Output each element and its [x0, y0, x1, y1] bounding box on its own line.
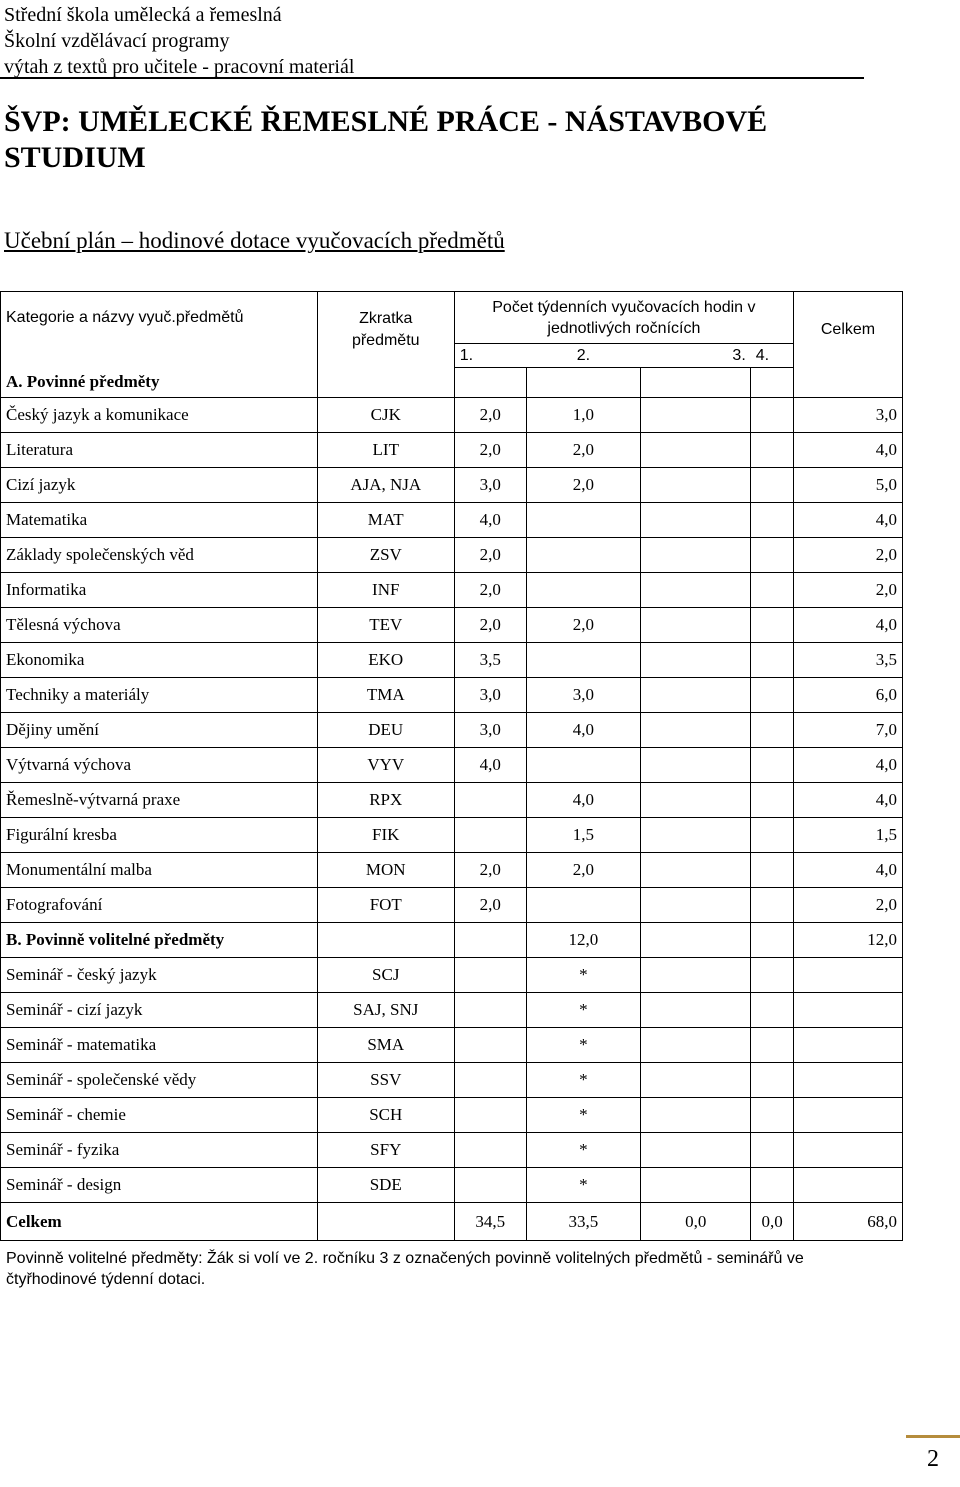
hours-year-3: [641, 433, 751, 468]
subject-abbr: DEU: [317, 713, 454, 748]
elective-name: Seminář - matematika: [1, 1028, 318, 1063]
school-name: Střední škola umělecká a řemeslná: [4, 4, 282, 26]
elective-row: [1, 1168, 903, 1203]
document-header: [4, 2, 354, 80]
header-year-4: 4.: [751, 344, 794, 368]
hours-year-4: [751, 503, 794, 538]
header-weekly-hours: Počet týdenních vyučovacích hodin v jednotlivých ročnících: [454, 292, 793, 344]
elective-year-3: [641, 1028, 751, 1063]
header-excerpt: výtah z textů pro učitele - pracovní materiál: [4, 56, 355, 78]
subject-abbr: TEV: [317, 608, 454, 643]
subject-row: [1, 888, 903, 923]
elective-abbr: SCJ: [317, 958, 454, 993]
elective-year-2: *: [526, 958, 641, 993]
hours-year-1: 2,0: [454, 888, 526, 923]
elective-year-2: *: [526, 1168, 641, 1203]
elective-row: [1, 958, 903, 993]
elective-total: [794, 1098, 903, 1133]
hours-year-4: [751, 398, 794, 433]
subject-row: [1, 713, 903, 748]
section-a-y3-cell: [641, 368, 751, 398]
hours-year-1: 2,0: [454, 853, 526, 888]
hours-year-1: [454, 818, 526, 853]
section-a-y2-cell: [526, 368, 641, 398]
hours-total: 4,0: [794, 608, 903, 643]
subject-row: [1, 503, 903, 538]
hours-year-2: 2,0: [526, 608, 641, 643]
hours-total: 1,5: [794, 818, 903, 853]
hours-year-4: [751, 678, 794, 713]
section-b-row: [1, 923, 903, 958]
hours-total: 4,0: [794, 503, 903, 538]
page-title: ŠVP: UMĚLECKÉ ŘEMESLNÉ PRÁCE - NÁSTAVBOVÉ STUDIUM: [4, 105, 768, 174]
hours-total: 2,0: [794, 573, 903, 608]
hours-total: 4,0: [794, 853, 903, 888]
total-year-2: 33,5: [526, 1203, 641, 1241]
section-a-abbr-cell: [317, 368, 454, 398]
header-category: Kategorie a názvy vyuč.předmětů: [1, 292, 318, 344]
total-year-4: 0,0: [751, 1203, 794, 1241]
section-a-label: A. Povinné předměty: [1, 368, 318, 398]
subject-name: Dějiny umění: [1, 713, 318, 748]
subject-row: [1, 433, 903, 468]
subject-abbr: ZSV: [317, 538, 454, 573]
subject-row: [1, 398, 903, 433]
hours-total: 5,0: [794, 468, 903, 503]
hours-year-3: [641, 818, 751, 853]
elective-row: [1, 1133, 903, 1168]
elective-year-3: [641, 993, 751, 1028]
hours-total: 3,0: [794, 398, 903, 433]
elective-year-1: [454, 1063, 526, 1098]
hours-year-2: 2,0: [526, 468, 641, 503]
total-abbr-cell: [317, 1203, 454, 1241]
elective-year-1: [454, 1133, 526, 1168]
elective-year-2: *: [526, 1028, 641, 1063]
elective-abbr: SMA: [317, 1028, 454, 1063]
subject-abbr: INF: [317, 573, 454, 608]
subject-name: Ekonomika: [1, 643, 318, 678]
hours-year-3: [641, 573, 751, 608]
hours-year-2: 4,0: [526, 713, 641, 748]
hours-year-2: 2,0: [526, 853, 641, 888]
hours-total: 2,0: [794, 538, 903, 573]
section-b-y4-cell: [751, 923, 794, 958]
elective-name: Seminář - design: [1, 1168, 318, 1203]
header-year-2: 2.: [526, 344, 641, 368]
hours-year-4: [751, 538, 794, 573]
hours-year-2: [526, 888, 641, 923]
hours-year-3: [641, 468, 751, 503]
hours-year-2: 4,0: [526, 783, 641, 818]
elective-year-4: [751, 1028, 794, 1063]
elective-year-1: [454, 1098, 526, 1133]
elective-row: [1, 1028, 903, 1063]
hours-year-3: [641, 538, 751, 573]
section-b-y1-cell: [454, 923, 526, 958]
hours-year-4: [751, 468, 794, 503]
hours-year-3: [641, 713, 751, 748]
section-a-y4-cell: [751, 368, 794, 398]
elective-year-2: *: [526, 1063, 641, 1098]
subject-row: [1, 783, 903, 818]
subject-name: Tělesná výchova: [1, 608, 318, 643]
section-b-label: B. Povinně volitelné předměty: [1, 923, 318, 958]
hours-year-1: 2,0: [454, 398, 526, 433]
hours-total: 4,0: [794, 783, 903, 818]
subject-name: Řemeslně-výtvarná praxe: [1, 783, 318, 818]
hours-year-1: 2,0: [454, 608, 526, 643]
header-programs: Školní vzdělávací programy: [4, 30, 230, 52]
hours-year-2: [526, 643, 641, 678]
subject-name: Informatika: [1, 573, 318, 608]
hours-year-1: [454, 783, 526, 818]
elective-year-2: *: [526, 993, 641, 1028]
elective-row: [1, 993, 903, 1028]
hours-year-4: [751, 608, 794, 643]
subject-abbr: AJA, NJA: [317, 468, 454, 503]
subject-row: [1, 538, 903, 573]
elective-total: [794, 958, 903, 993]
header-year-3: 3.: [641, 344, 751, 368]
header-spacer: [1, 344, 318, 368]
elective-year-2: *: [526, 1133, 641, 1168]
header-year-1: 1.: [454, 344, 526, 368]
section-a-row: [1, 368, 903, 398]
hours-year-1: 3,0: [454, 678, 526, 713]
subject-row: [1, 608, 903, 643]
elective-year-2: *: [526, 1098, 641, 1133]
subject-row: [1, 678, 903, 713]
hours-year-3: [641, 888, 751, 923]
subject-name: Techniky a materiály: [1, 678, 318, 713]
elective-year-1: [454, 1168, 526, 1203]
hours-year-2: [526, 573, 641, 608]
hours-year-3: [641, 503, 751, 538]
page-number: 2: [906, 1435, 960, 1484]
hours-year-4: [751, 713, 794, 748]
subject-name: Fotografování: [1, 888, 318, 923]
elective-year-4: [751, 1133, 794, 1168]
hours-total: 2,0: [794, 888, 903, 923]
elective-year-3: [641, 1063, 751, 1098]
hours-total: 4,0: [794, 748, 903, 783]
section-a-y1-cell: [454, 368, 526, 398]
hours-year-3: [641, 643, 751, 678]
hours-year-2: [526, 538, 641, 573]
subject-name: Literatura: [1, 433, 318, 468]
section-b-abbr-cell: [317, 923, 454, 958]
hours-year-2: 1,5: [526, 818, 641, 853]
subject-abbr: VYV: [317, 748, 454, 783]
elective-year-1: [454, 958, 526, 993]
hours-year-4: [751, 433, 794, 468]
total-overall: 68,0: [794, 1203, 903, 1241]
section-a-total-cell: [794, 368, 903, 398]
hours-year-3: [641, 678, 751, 713]
section-subtitle: Učební plán – hodinové dotace vyučovacích předmětů: [4, 228, 505, 253]
hours-year-1: 3,0: [454, 468, 526, 503]
hours-year-3: [641, 853, 751, 888]
hours-year-2: 1,0: [526, 398, 641, 433]
hours-year-4: [751, 853, 794, 888]
elective-abbr: SFY: [317, 1133, 454, 1168]
hours-year-4: [751, 643, 794, 678]
elective-year-3: [641, 1098, 751, 1133]
elective-total: [794, 993, 903, 1028]
elective-year-1: [454, 993, 526, 1028]
subject-name: Český jazyk a komunikace: [1, 398, 318, 433]
hours-year-1: 4,0: [454, 748, 526, 783]
elective-name: Seminář - fyzika: [1, 1133, 318, 1168]
hours-total: 4,0: [794, 433, 903, 468]
elective-year-3: [641, 1168, 751, 1203]
section-b-hours-year-2: 12,0: [526, 923, 641, 958]
elective-year-4: [751, 1063, 794, 1098]
subject-name: Figurální kresba: [1, 818, 318, 853]
hours-year-4: [751, 748, 794, 783]
subject-name: Matematika: [1, 503, 318, 538]
subject-row: [1, 573, 903, 608]
hours-year-4: [751, 783, 794, 818]
subject-name: Monumentální malba: [1, 853, 318, 888]
elective-abbr: SSV: [317, 1063, 454, 1098]
hours-year-3: [641, 783, 751, 818]
subject-abbr: LIT: [317, 433, 454, 468]
elective-total: [794, 1063, 903, 1098]
total-label: Celkem: [1, 1203, 318, 1241]
subject-row: [1, 853, 903, 888]
subject-row: [1, 643, 903, 678]
subject-abbr: MAT: [317, 503, 454, 538]
subject-abbr: FIK: [317, 818, 454, 853]
subject-abbr: MON: [317, 853, 454, 888]
elective-total: [794, 1133, 903, 1168]
elective-abbr: SCH: [317, 1098, 454, 1133]
elective-name: Seminář - cizí jazyk: [1, 993, 318, 1028]
elective-year-1: [454, 1028, 526, 1063]
subject-row: [1, 818, 903, 853]
hours-total: 3,5: [794, 643, 903, 678]
hours-year-3: [641, 608, 751, 643]
hours-year-1: 4,0: [454, 503, 526, 538]
elective-year-4: [751, 993, 794, 1028]
subject-abbr: EKO: [317, 643, 454, 678]
subject-name: Cizí jazyk: [1, 468, 318, 503]
total-year-3: 0,0: [641, 1203, 751, 1241]
section-b-y3-cell: [641, 923, 751, 958]
subject-name: Základy společenských věd: [1, 538, 318, 573]
elective-note: Povinně volitelné předměty: Žák si volí ve 2. ročníku 3 z označených povinně volitelných předmětů - seminářů ve čtyřhodinové týdenní dotaci.: [6, 1250, 804, 1288]
hours-total: 7,0: [794, 713, 903, 748]
elective-name: Seminář - český jazyk: [1, 958, 318, 993]
header-total: Celkem: [794, 292, 903, 368]
total-row: [1, 1203, 903, 1241]
subject-abbr: TMA: [317, 678, 454, 713]
subject-abbr: CJK: [317, 398, 454, 433]
elective-abbr: SAJ, SNJ: [317, 993, 454, 1028]
section-b-total: 12,0: [794, 923, 903, 958]
elective-name: Seminář - chemie: [1, 1098, 318, 1133]
elective-total: [794, 1168, 903, 1203]
hours-year-1: 2,0: [454, 573, 526, 608]
header-row-top: [1, 292, 903, 344]
total-year-1: 34,5: [454, 1203, 526, 1241]
hours-year-2: [526, 748, 641, 783]
elective-year-3: [641, 1133, 751, 1168]
hours-year-1: 2,0: [454, 538, 526, 573]
hours-year-2: 2,0: [526, 433, 641, 468]
hours-year-2: 3,0: [526, 678, 641, 713]
subject-row: [1, 468, 903, 503]
subject-abbr: RPX: [317, 783, 454, 818]
elective-year-4: [751, 1168, 794, 1203]
header-abbr: Zkratka předmětu: [317, 292, 454, 368]
elective-row: [1, 1063, 903, 1098]
hours-year-1: 3,0: [454, 713, 526, 748]
elective-row: [1, 1098, 903, 1133]
elective-year-4: [751, 1098, 794, 1133]
elective-year-4: [751, 958, 794, 993]
hours-year-1: 3,5: [454, 643, 526, 678]
subject-name: Výtvarná výchova: [1, 748, 318, 783]
elective-name: Seminář - společenské vědy: [1, 1063, 318, 1098]
elective-abbr: SDE: [317, 1168, 454, 1203]
hours-year-4: [751, 888, 794, 923]
hours-year-1: 2,0: [454, 433, 526, 468]
hours-year-2: [526, 503, 641, 538]
curriculum-table: [0, 291, 903, 1241]
header-divider: [0, 77, 864, 79]
hours-year-3: [641, 748, 751, 783]
hours-year-4: [751, 818, 794, 853]
elective-total: [794, 1028, 903, 1063]
hours-year-4: [751, 573, 794, 608]
subject-abbr: FOT: [317, 888, 454, 923]
elective-year-3: [641, 958, 751, 993]
hours-total: 6,0: [794, 678, 903, 713]
subject-row: [1, 748, 903, 783]
hours-year-3: [641, 398, 751, 433]
